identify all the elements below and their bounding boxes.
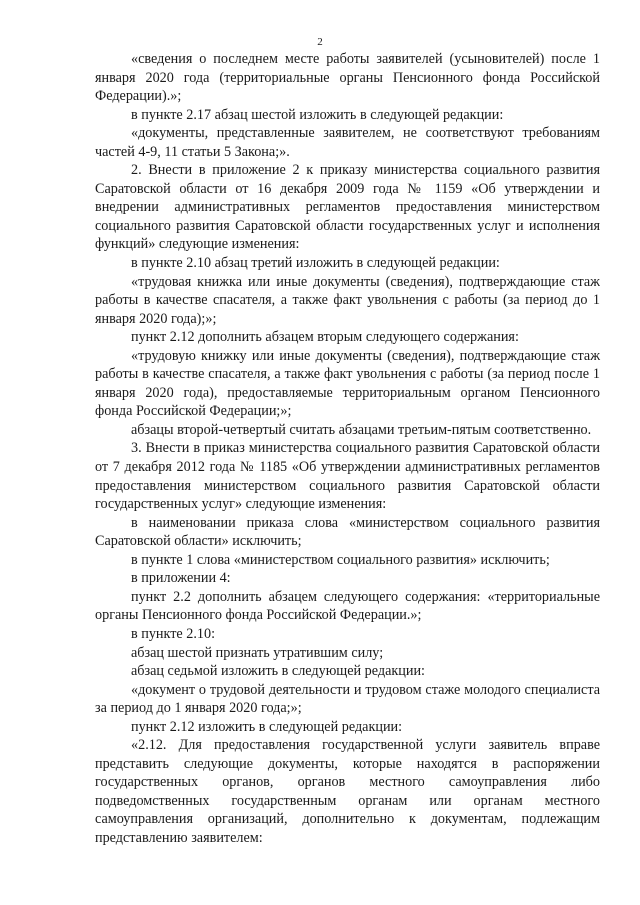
paragraph-order-name: в наименовании приказа слова «министерством социального развития Саратовской области» исключить; (95, 514, 600, 550)
paragraph-appendix-4: в приложении 4: (131, 570, 231, 587)
paragraph-item-2-10-b: в пункте 2.10: (131, 625, 216, 642)
paragraph-item-2-17: в пункте 2.17 абзац шестой изложить в следующей редакции: (131, 106, 504, 123)
paragraph-item-1: в пункте 1 слова «министерством социального развития» исключить; (131, 551, 550, 568)
paragraph-item-2-12: пункт 2.12 дополнить абзацем вторым следующего содержания: (131, 329, 519, 346)
document-body (95, 50, 600, 848)
paragraph-item-2-10: в пункте 2.10 абзац третий изложить в следующей редакции: (131, 255, 500, 272)
paragraph-quote-2-12: «2.12. Для предоставления государственной услуги заявитель вправе представить следующие документы, которые находятся в распоряжении государственных органов, органов местного самоуправления либо подведомственных государственным органам или органам местного самоуправления организаций, дополнительно к документам, подлежащим представлению заявителем: (95, 737, 600, 846)
paragraph-quote-labor-book-after: «трудовую книжку или иные документы (сведения), подтверждающие стаж работы в качестве спасателя, а также факт увольнения с работы (за период после 1 января 2020 года), предоставляемые территориальным органом Пенсионного фонда Российской Федерации;»; (95, 347, 600, 420)
paragraph-abzac-7: абзац седьмой изложить в следующей редакции: (131, 663, 426, 680)
paragraph-renumber: абзацы второй-четвертый считать абзацами третьим-пятым соответственно. (131, 421, 592, 438)
paragraph-item-2-2: пункт 2.2 дополнить абзацем следующего содержания: «территориальные органы Пенсионного фонда Российской Федерации.»; (95, 588, 600, 624)
paragraph-section-2: 2. Внести в приложение 2 к приказу министерства социального развития Саратовской области от 16 декабря 2009 года № 1159 «Об утверждении и внедрении административных регламентов предоставления министерством социального развития Саратовской области государственных услуг и исполнения функций» следующие изменения: (95, 162, 600, 253)
paragraph-quote-documents: «документы, представленные заявителем, не соответствуют требованиям частей 4-9, 11 статьи 5 Закона;». (95, 125, 600, 160)
page-number: 2 (317, 36, 323, 48)
paragraph-quote-young-specialist: «документ о трудовой деятельности и трудовом стаже молодого специалиста за период до 1 января 2020 года;»; (95, 681, 600, 717)
paragraph-quote-labor-book: «трудовая книжка или иные документы (сведения), подтверждающие стаж работы в качестве спасателя, а также факт увольнения с работы (за период до 1 января 2020 года);»; (95, 273, 600, 327)
paragraph-item-2-12-b: пункт 2.12 изложить в следующей редакции: (131, 718, 403, 735)
paragraph-abzac-6: абзац шестой признать утратившим силу; (131, 644, 384, 661)
paragraph-quote-work-info: «сведения о последнем месте работы заявителей (усыновителей) после 1 января 2020 года (территориальные органы Пенсионного фонда Российской Федерации).»; (95, 51, 600, 105)
paragraph-section-3: 3. Внести в приказ министерства социального развития Саратовской области от 7 декабря 2012 года № 1185 «Об утверждении административных регламентов предоставления министерством социального развития Саратовской области государственных услуг» следующие изменения: (95, 440, 600, 513)
